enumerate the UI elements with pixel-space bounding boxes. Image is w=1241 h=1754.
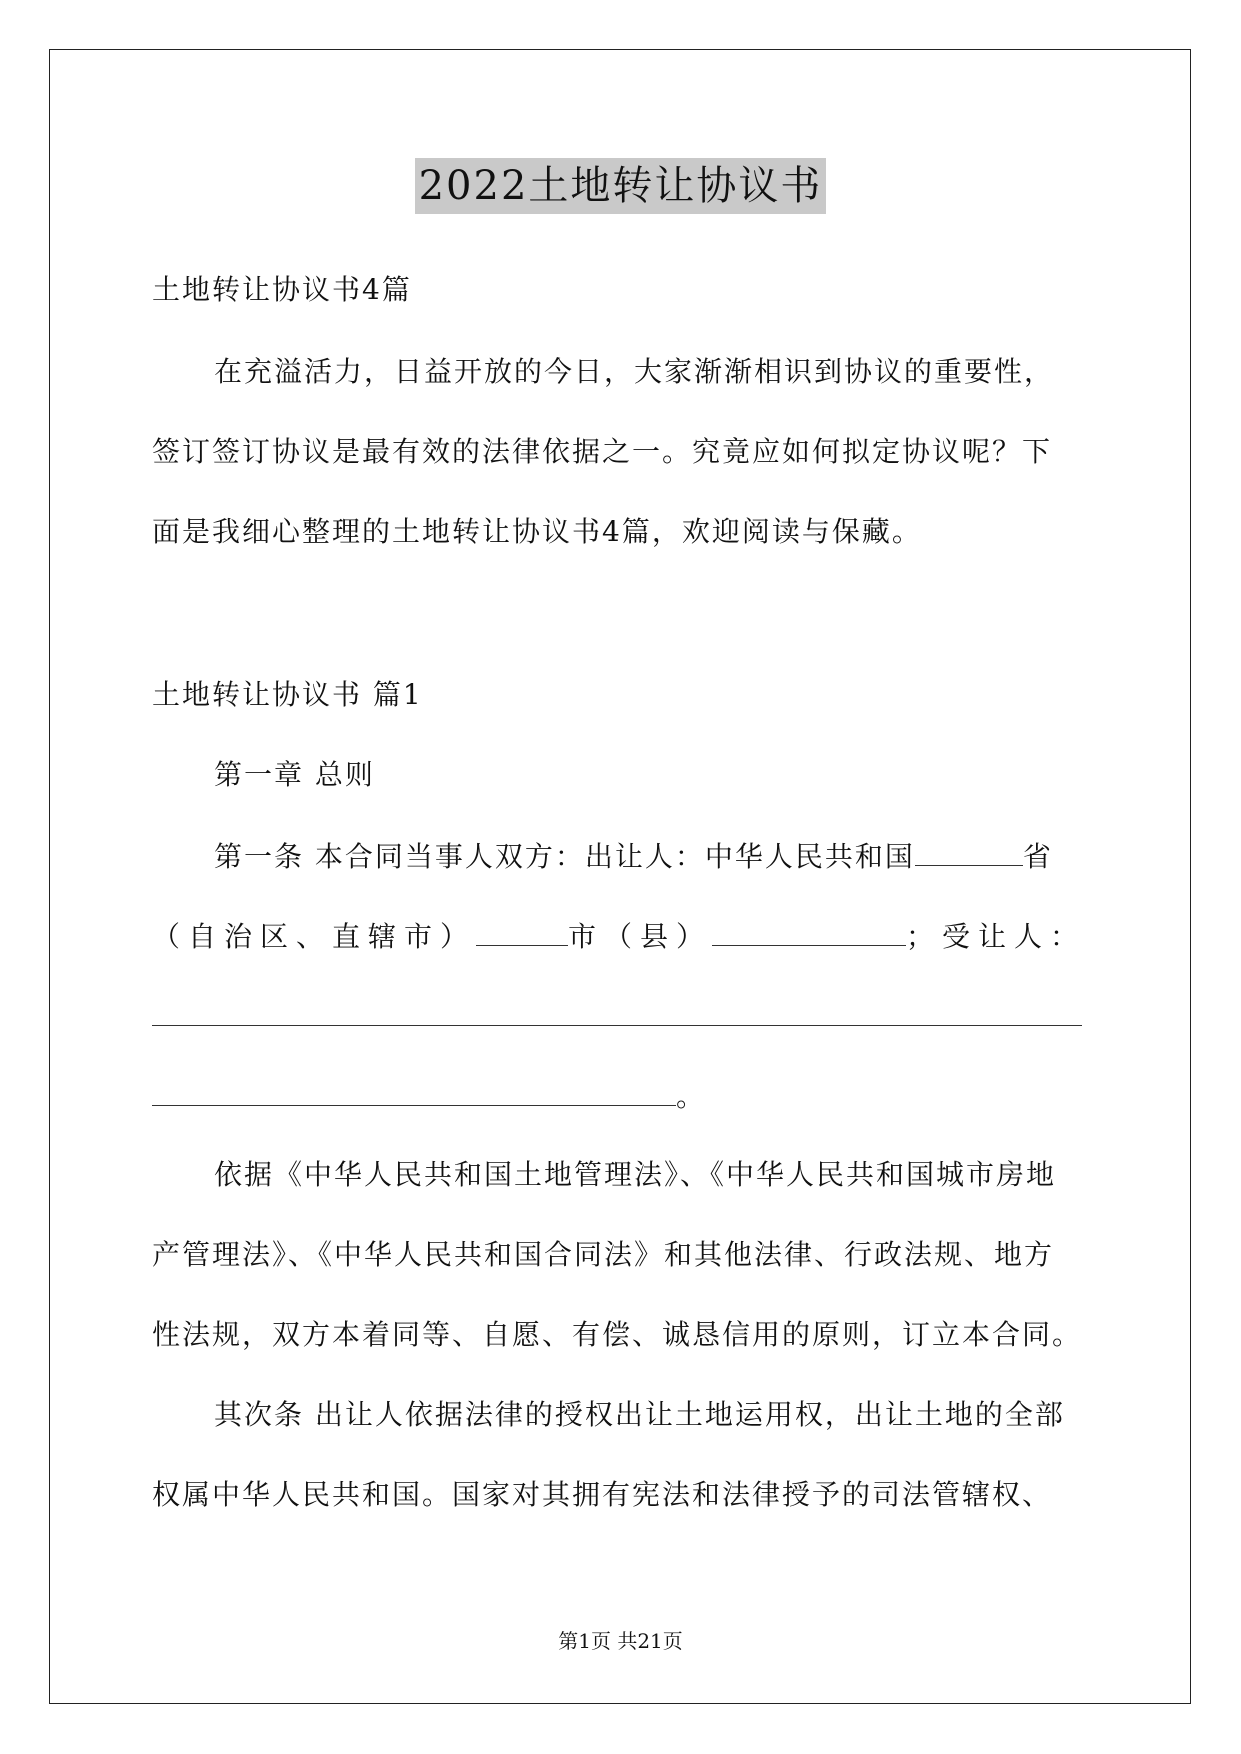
intro-line-3: 面是我细心整理的土地转让协议书4篇，欢迎阅读与保藏。 [152, 515, 922, 548]
basis-line-1: 依据《中华人民共和国土地管理法》、《中华人民共和国城市房地 [214, 1158, 1057, 1191]
article-1-line-3 [152, 997, 1092, 1035]
basis-line-2: 产管理法》、《中华人民共和国合同法》和其他法律、行政法规、地方 [152, 1238, 1055, 1271]
subtitle: 土地转让协议书4篇 [152, 273, 412, 306]
article-2-line-2: 权属中华人民共和国。国家对其拥有宪法和法律授予的司法管辖权、 [152, 1478, 1053, 1511]
transferee-label: ；受让人： [906, 920, 1087, 953]
transferee-blank-1 [152, 997, 1082, 1026]
intro-line-1: 在充溢活力，日益开放的今日，大家渐渐相识到协议的重要性， [214, 355, 1055, 388]
intro-line-2: 签订签订协议是最有效的法律依据之一。究竟应如何拟定协议呢？下 [152, 435, 1053, 468]
document-title-wrap [0, 158, 1241, 214]
transferee-blank-2 [152, 1077, 676, 1106]
county-label: 市（县） [568, 920, 713, 953]
province-blank [915, 837, 1023, 866]
region-label: （自治区、直辖市） [152, 920, 477, 953]
article-1-text: 第一条 本合同当事人双方：出让人：中华人民共和国 [214, 840, 915, 873]
chapter-heading: 第一章 总则 [214, 758, 375, 791]
city-blank [476, 917, 568, 946]
page-number: 第1页 共21页 [558, 1629, 683, 1653]
basis-line-3: 性法规，双方本着同等、自愿、有偿、诚恳信用的原则，订立本合同。 [152, 1318, 1083, 1351]
article-1-line-4 [152, 1077, 1092, 1115]
document-title: 2022土地转让协议书 [415, 158, 827, 214]
article-1-province-suffix: 省 [1022, 840, 1053, 873]
article-1-line-2 [152, 917, 1092, 955]
section-heading: 土地转让协议书 篇1 [152, 678, 423, 711]
article-2-line-1: 其次条 出让人依据法律的授权出让土地运用权，出让土地的全部 [214, 1398, 1065, 1431]
article-1-line-1 [152, 837, 1092, 875]
article-1-period: 。 [676, 1080, 707, 1113]
county-blank [712, 917, 906, 946]
